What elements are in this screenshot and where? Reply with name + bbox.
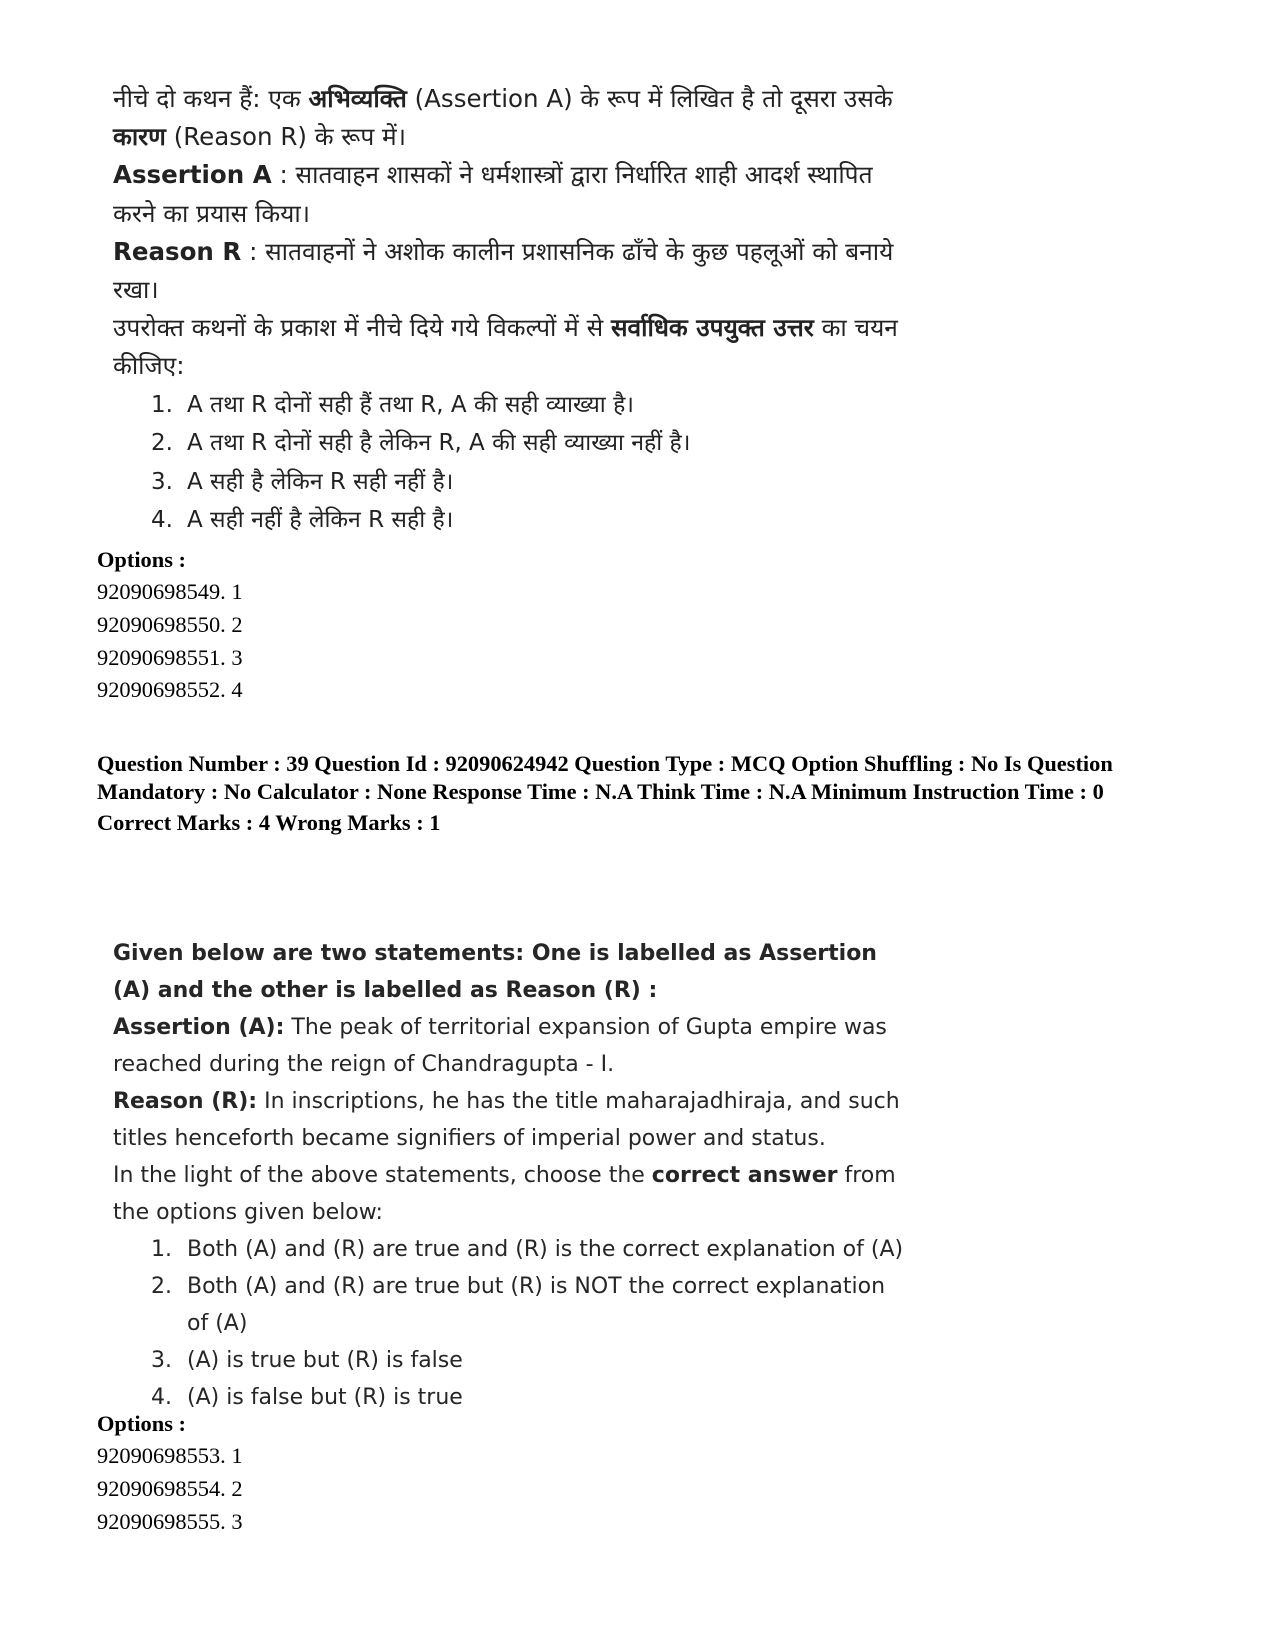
options-list — [97, 576, 1177, 707]
hindi-prompt: उपरोक्त कथनों के प्रकाश में नीचे दिये गये विकल्पों में से सर्वाधिक उपयुक्त उत्तर का चयन कीजिए: — [113, 313, 898, 381]
english-assertion: Assertion (A): The peak of territorial expansion of Gupta empire was reached during the reign of Chandragupta - I. — [113, 1015, 887, 1077]
english-choice-item: 3. (A) is true but (R) is false — [151, 1348, 463, 1373]
hindi-assertion: Assertion A : सातवाहन शासकों ने धर्मशास्त्रों द्वारा निर्धारित शाही आदर्श स्थापित करने का प्रयास किया। — [113, 160, 873, 228]
option-id: 92090698552. 4 — [97, 677, 243, 703]
hindi-reason: Reason R : सातवाहनों ने अशोक कालीन प्रशासनिक ढाँचे के कुछ पहलूओं को बनाये रखा। — [113, 236, 894, 305]
hindi-choice-item: 4. A सही नहीं है लेकिन R सही है। — [151, 507, 454, 534]
english-choice-list — [113, 1231, 913, 1416]
english-choice-item: 1. Both (A) and (R) are true and (R) is the correct explanation of (A) — [151, 1237, 904, 1262]
option-id: 92090698553. 1 — [97, 1443, 243, 1468]
options-section-prev — [97, 544, 1177, 707]
option-id: 92090698554. 2 — [97, 1475, 243, 1501]
question-info: Question Number : 39 Question Id : 92090624942 Question Type : MCQ Option Shuffling : No Is Question Mandatory : No Calculator : None Response Time : N.A Think Time : N.A Minimum Instruction Time : 0 — [97, 751, 1113, 804]
question-marks: Correct Marks : 4 Wrong Marks : 1 — [97, 810, 441, 835]
hindi-choice-list — [113, 386, 913, 540]
options-title: Options : — [97, 1411, 186, 1436]
option-id: 92090698551. 3 — [97, 644, 243, 670]
hindi-choice-item: 3. A सही है लेकिन R सही नहीं है। — [151, 468, 454, 495]
english-choice-item: 2. Both (A) and (R) are true but (R) is NOT the correct explanation of (A) — [151, 1274, 886, 1336]
question-image-hindi — [113, 80, 913, 540]
options-list — [97, 1440, 1177, 1538]
english-choice-item: 4. (A) is false but (R) is true — [151, 1385, 463, 1410]
english-reason: Reason (R): In inscriptions, he has the title maharajadhiraja, and such titles henceforth became signifiers of imperial power and status. — [113, 1089, 900, 1151]
options-section-39 — [97, 1408, 1177, 1538]
options-title: Options : — [97, 547, 186, 572]
english-intro: Given below are two statements: One is labelled as Assertion (A) and the other is labelled as Reason (R) : — [113, 941, 877, 1003]
hindi-choice-item: 1. A तथा R दोनों सही हैं तथा R, A की सही व्याख्या है। — [151, 391, 635, 418]
question-image-english — [113, 935, 913, 1416]
hindi-intro: नीचे दो कथन हैं: एक अभिव्यक्ति (Assertion A) के रूप में लिखित है तो दूसरा उसके कारण (Reason R) के रूप में। — [113, 84, 893, 152]
english-prompt: In the light of the above statements, choose the correct answer from the options given below: — [113, 1163, 896, 1225]
option-id: 92090698550. 2 — [97, 611, 243, 637]
question-39-header — [97, 750, 1177, 837]
option-id: 92090698549. 1 — [97, 579, 243, 604]
option-id: 92090698555. 3 — [97, 1508, 243, 1534]
hindi-choice-item: 2. A तथा R दोनों सही है लेकिन R, A की सही व्याख्या नहीं है। — [151, 430, 691, 457]
